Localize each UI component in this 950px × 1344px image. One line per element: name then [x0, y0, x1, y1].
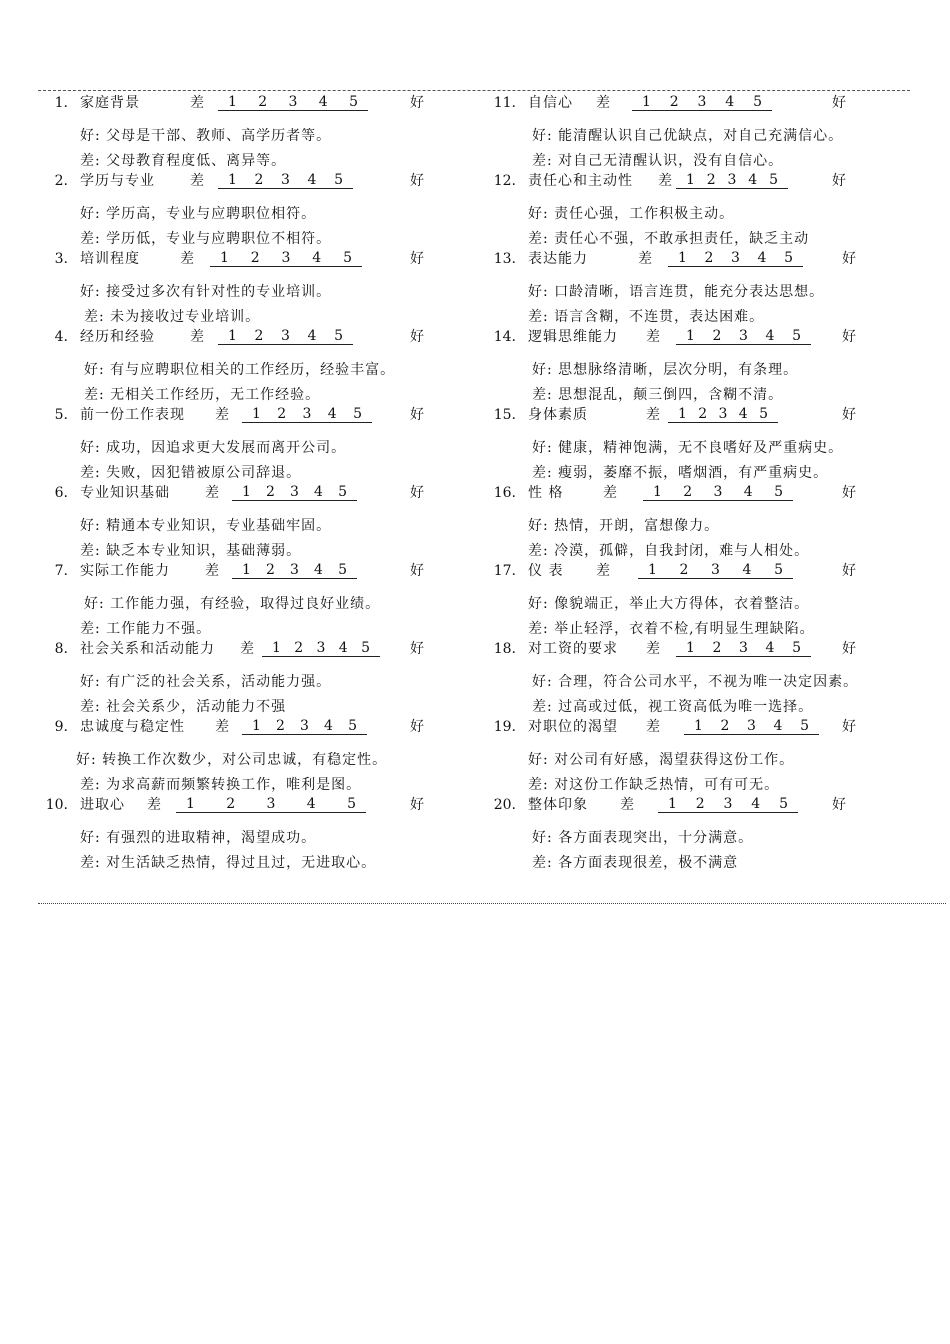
- good-description: 好: 学历高，专业与应聘职位相符。: [80, 206, 317, 222]
- scale-option[interactable]: 1: [694, 718, 703, 734]
- scale-option[interactable]: 5: [343, 250, 352, 266]
- rating-scale[interactable]: [668, 249, 803, 267]
- good-description: 好: 有与应聘职位相关的工作经历，经验丰富。: [84, 362, 396, 378]
- scale-option[interactable]: 4: [306, 796, 316, 812]
- scale-option[interactable]: 2: [277, 406, 287, 422]
- scale-option[interactable]: 1: [186, 796, 195, 812]
- rating-row: [488, 795, 946, 821]
- rating-item: [40, 795, 470, 873]
- bad-anchor-label: 差: [205, 485, 219, 501]
- rating-scale[interactable]: [218, 93, 368, 111]
- item-number: 15.: [493, 407, 516, 423]
- scale-option[interactable]: 4: [318, 94, 328, 110]
- good-anchor-label: 好: [842, 251, 856, 267]
- item-number: 16.: [493, 485, 516, 501]
- rating-scale[interactable]: [218, 171, 353, 189]
- scale-option[interactable]: 3: [711, 562, 720, 578]
- scale-option[interactable]: 3: [302, 406, 312, 422]
- item-number: 11.: [493, 95, 516, 111]
- scale-option[interactable]: 2: [706, 172, 716, 188]
- bad-anchor-label: 差: [147, 797, 161, 813]
- bad-description: 差: 冷漠，孤僻，自我封闭，难与人相处。: [528, 543, 810, 559]
- scale-option[interactable]: 2: [266, 484, 275, 500]
- rating-row: [488, 327, 946, 353]
- rating-item: [40, 717, 470, 795]
- bad-description: 差: 为求高薪而频繁转换工作，唯利是图。: [80, 777, 362, 793]
- rating-scale[interactable]: [242, 405, 372, 423]
- item-label: 对工资的要求: [528, 641, 618, 657]
- rating-row: [488, 405, 946, 431]
- item-label: 经历和经验: [80, 329, 155, 345]
- bad-description: 差: 工作能力不强。: [80, 621, 212, 637]
- scale-option[interactable]: 5: [334, 328, 343, 344]
- scale-option[interactable]: 1: [686, 328, 695, 344]
- item-number: 9.: [54, 719, 68, 735]
- scale-option[interactable]: 3: [747, 718, 756, 734]
- rating-row: [488, 483, 946, 509]
- scale-option[interactable]: 3: [697, 94, 707, 110]
- good-anchor-label: 好: [842, 329, 856, 345]
- scale-option[interactable]: 2: [679, 562, 689, 578]
- scale-option[interactable]: 4: [757, 250, 767, 266]
- item-label: 身体素质: [528, 407, 588, 423]
- scale-option[interactable]: 1: [686, 172, 695, 188]
- bad-description: 差: 学历低，专业与应聘职位不相符。: [80, 231, 332, 247]
- scale-option[interactable]: 4: [324, 718, 333, 734]
- item-number: 5.: [54, 407, 68, 423]
- bad-anchor-label: 差: [190, 329, 204, 345]
- rating-scale[interactable]: [676, 639, 811, 657]
- scale-option[interactable]: 5: [349, 94, 358, 110]
- item-number: 2.: [54, 173, 68, 189]
- scale-option[interactable]: 5: [338, 484, 347, 500]
- item-label: 自信心: [528, 95, 573, 111]
- scale-option[interactable]: 4: [765, 328, 775, 344]
- scale-option[interactable]: 1: [653, 484, 662, 500]
- scale-option[interactable]: 4: [307, 328, 317, 344]
- rating-item: [488, 327, 946, 405]
- scale-option[interactable]: 4: [338, 640, 348, 656]
- good-description: 好: 责任心强，工作积极主动。: [528, 206, 735, 222]
- good-anchor-label: 好: [410, 329, 424, 345]
- scale-option[interactable]: 4: [725, 94, 735, 110]
- item-number: 12.: [493, 173, 516, 189]
- scale-option[interactable]: 2: [258, 94, 268, 110]
- good-description: 好: 像貌端正，举止大方得体，衣着整洁。: [528, 596, 810, 612]
- bad-anchor-label: 差: [658, 173, 672, 189]
- item-label: 进取心: [80, 797, 125, 813]
- rating-scale[interactable]: [242, 717, 367, 735]
- item-label: 前一份工作表现: [80, 407, 185, 423]
- bad-anchor-label: 差: [638, 251, 652, 267]
- good-anchor-label: 好: [842, 407, 856, 423]
- scale-option[interactable]: 2: [712, 640, 722, 656]
- scale-option[interactable]: 3: [316, 640, 326, 656]
- item-label: 逻辑思维能力: [528, 329, 618, 345]
- scale-option[interactable]: 4: [743, 484, 753, 500]
- scale-option[interactable]: 5: [792, 640, 801, 656]
- scale-option[interactable]: 1: [648, 562, 657, 578]
- item-label: 仪 表: [528, 563, 564, 579]
- good-description: 好: 健康，精神饱满，无不良嗜好及严重病史。: [532, 440, 844, 456]
- scale-option[interactable]: 3: [288, 94, 298, 110]
- scale-option[interactable]: 2: [683, 484, 693, 500]
- rating-item: [40, 171, 470, 249]
- scale-option[interactable]: 1: [242, 484, 251, 500]
- left-column: [40, 93, 470, 873]
- bad-anchor-label: 差: [603, 485, 617, 501]
- rating-scale[interactable]: [638, 561, 793, 579]
- good-anchor-label: 好: [410, 563, 424, 579]
- item-label: 责任心和主动性: [528, 173, 633, 189]
- scale-option[interactable]: 4: [773, 718, 783, 734]
- item-number: 1.: [54, 95, 68, 111]
- rating-item: [40, 639, 470, 717]
- scale-option[interactable]: 5: [348, 718, 357, 734]
- scale-option[interactable]: 2: [698, 406, 708, 422]
- good-anchor-label: 好: [842, 485, 856, 501]
- item-number: 19.: [493, 719, 516, 735]
- bad-anchor-label: 差: [620, 797, 634, 813]
- good-anchor-label: 好: [842, 641, 856, 657]
- bad-description: 差: 父母教育程度低、离异等。: [80, 153, 287, 169]
- scale-option[interactable]: 1: [242, 562, 251, 578]
- item-label: 专业知识基础: [80, 485, 170, 501]
- rating-item: [488, 483, 946, 561]
- item-number: 13.: [493, 251, 516, 267]
- item-number: 3.: [54, 251, 68, 267]
- rating-item: [488, 795, 946, 873]
- item-number: 14.: [493, 329, 516, 345]
- scale-option[interactable]: 2: [250, 250, 260, 266]
- good-anchor-label: 好: [410, 407, 424, 423]
- rating-row: [40, 327, 470, 353]
- item-number: 4.: [54, 329, 68, 345]
- bad-anchor-label: 差: [190, 173, 204, 189]
- item-number: 18.: [493, 641, 516, 657]
- good-anchor-label: 好: [842, 563, 856, 579]
- item-label: 社会关系和活动能力: [80, 641, 215, 657]
- rating-scale[interactable]: [632, 93, 772, 111]
- scale-option[interactable]: 2: [704, 250, 714, 266]
- rating-row: [40, 171, 470, 197]
- scale-option[interactable]: 2: [266, 562, 275, 578]
- scale-option[interactable]: 4: [765, 640, 775, 656]
- rating-item: [40, 327, 470, 405]
- scale-option[interactable]: 1: [678, 406, 687, 422]
- scale-option[interactable]: 1: [252, 406, 261, 422]
- item-number: 6.: [54, 485, 68, 501]
- rating-scale[interactable]: [676, 327, 811, 345]
- bad-description: 差: 无相关工作经历，无工作经验。: [84, 387, 321, 403]
- good-description: 好: 父母是干部、教师、高学历者等。: [80, 128, 332, 144]
- rating-item: [488, 639, 946, 717]
- rating-scale[interactable]: [176, 795, 366, 813]
- scale-option[interactable]: 4: [314, 484, 323, 500]
- rating-scale[interactable]: [668, 405, 778, 423]
- bad-anchor-label: 差: [646, 641, 660, 657]
- scale-option[interactable]: 5: [347, 796, 356, 812]
- scale-option[interactable]: 4: [738, 406, 748, 422]
- scale-option[interactable]: 1: [686, 640, 695, 656]
- scale-option[interactable]: 2: [276, 718, 285, 734]
- bottom-divider: [38, 903, 946, 904]
- good-description: 好: 成功，因追求更大发展而离开公司。: [80, 440, 347, 456]
- rating-item: [488, 405, 946, 483]
- scale-option[interactable]: 2: [254, 328, 264, 344]
- scale-option[interactable]: 3: [739, 640, 748, 656]
- scale-option[interactable]: 3: [290, 484, 299, 500]
- rating-row: [40, 795, 470, 821]
- item-number: 20.: [493, 797, 516, 813]
- bad-description: 差: 过高或过低，视工资高低为唯一选择。: [532, 699, 814, 715]
- rating-row: [40, 405, 470, 431]
- rating-row: [40, 249, 470, 275]
- scale-option[interactable]: 4: [748, 172, 758, 188]
- bad-description: 差: 语言含糊，不连贯，表达困难。: [528, 309, 765, 325]
- bad-description: 差: 思想混乱，颠三倒四，含糊不清。: [532, 387, 784, 403]
- bad-anchor-label: 差: [646, 719, 660, 735]
- rating-scale[interactable]: [658, 795, 798, 813]
- good-anchor-label: 好: [410, 797, 424, 813]
- item-number: 10.: [45, 797, 68, 813]
- good-anchor-label: 好: [410, 485, 424, 501]
- scale-option[interactable]: 3: [739, 328, 748, 344]
- rating-row: [488, 639, 946, 665]
- scale-option[interactable]: 5: [753, 94, 762, 110]
- rating-item: [40, 405, 470, 483]
- scale-option[interactable]: 5: [353, 406, 362, 422]
- scale-option[interactable]: 5: [774, 484, 783, 500]
- scale-option[interactable]: 2: [254, 172, 264, 188]
- good-anchor-label: 好: [410, 719, 424, 735]
- scale-option[interactable]: 5: [769, 172, 778, 188]
- bad-description: 差: 各方面表现很差，极不满意: [532, 855, 739, 871]
- scale-option[interactable]: 1: [220, 250, 229, 266]
- scale-option[interactable]: 2: [669, 94, 679, 110]
- scale-option[interactable]: 4: [312, 250, 322, 266]
- scale-option[interactable]: 2: [226, 796, 236, 812]
- bad-anchor-label: 差: [190, 95, 204, 111]
- bad-anchor-label: 差: [215, 407, 229, 423]
- scale-option[interactable]: 3: [300, 718, 309, 734]
- scale-option[interactable]: 2: [712, 328, 722, 344]
- bad-anchor-label: 差: [205, 563, 219, 579]
- good-anchor-label: 好: [832, 797, 846, 813]
- right-column: [488, 93, 946, 873]
- bad-anchor-label: 差: [180, 251, 194, 267]
- rating-row: [488, 717, 946, 743]
- rating-item: [40, 93, 470, 171]
- good-anchor-label: 好: [832, 173, 846, 189]
- bad-anchor-label: 差: [646, 329, 660, 345]
- good-description: 好: 口龄清晰，语言连贯，能充分表达思想。: [528, 284, 825, 300]
- scale-option[interactable]: 5: [361, 640, 370, 656]
- bad-description: 差: 瘦弱，萎靡不振，嗜烟酒，有严重病史。: [532, 465, 829, 481]
- bad-description: 差: 缺乏本专业知识，基础薄弱。: [80, 543, 302, 559]
- rating-item: [40, 483, 470, 561]
- scale-option[interactable]: 2: [695, 796, 705, 812]
- bad-anchor-label: 差: [646, 407, 660, 423]
- rating-row: [40, 717, 470, 743]
- good-description: 好: 合理，符合公司水平，不视为唯一决定因素。: [532, 674, 859, 690]
- scale-option[interactable]: 3: [713, 484, 723, 500]
- rating-row: [40, 93, 470, 119]
- rating-row: [488, 561, 946, 587]
- scale-option[interactable]: 5: [774, 562, 783, 578]
- scale-option[interactable]: 5: [792, 328, 801, 344]
- scale-option[interactable]: 1: [642, 94, 651, 110]
- item-label: 整体印象: [528, 797, 588, 813]
- item-label: 对职位的渴望: [528, 719, 618, 735]
- good-description: 好: 转换工作次数少，对公司忠诚，有稳定性。: [76, 752, 388, 768]
- scale-option[interactable]: 4: [751, 796, 761, 812]
- rating-item: [40, 561, 470, 639]
- good-description: 好: 工作能力强，有经验，取得过良好业绩。: [84, 596, 381, 612]
- rating-scale[interactable]: [684, 717, 819, 735]
- rating-row: [488, 93, 946, 119]
- good-description: 好: 热情，开朗，富想像力。: [528, 518, 720, 534]
- item-label: 性 格: [528, 485, 564, 501]
- scale-option[interactable]: 1: [228, 94, 237, 110]
- rating-scale[interactable]: [232, 483, 357, 501]
- scale-option[interactable]: 2: [294, 640, 304, 656]
- scale-option[interactable]: 4: [327, 406, 337, 422]
- scale-option[interactable]: 1: [228, 172, 237, 188]
- scale-option[interactable]: 3: [281, 250, 291, 266]
- scale-option[interactable]: 3: [281, 328, 290, 344]
- scale-option[interactable]: 5: [779, 796, 788, 812]
- scale-option[interactable]: 1: [228, 328, 237, 344]
- scale-option[interactable]: 3: [718, 406, 728, 422]
- rating-scale[interactable]: [676, 171, 788, 189]
- scale-option[interactable]: 4: [742, 562, 752, 578]
- good-description: 好: 精通本专业知识，专业基础牢固。: [80, 518, 332, 534]
- rating-item: [488, 93, 946, 171]
- good-anchor-label: 好: [410, 251, 424, 267]
- rating-scale[interactable]: [210, 249, 362, 267]
- scale-option[interactable]: 3: [290, 562, 299, 578]
- rating-scale[interactable]: [218, 327, 353, 345]
- item-number: 8.: [54, 641, 68, 657]
- item-label: 培训程度: [80, 251, 140, 267]
- rating-item: [488, 561, 946, 639]
- rating-row: [488, 171, 946, 197]
- rating-row: [40, 639, 470, 665]
- rating-scale[interactable]: [643, 483, 793, 501]
- good-description: 好: 有广泛的社会关系，活动能力强。: [80, 674, 332, 690]
- rating-item: [488, 171, 946, 249]
- scale-option[interactable]: 1: [272, 640, 281, 656]
- rating-row: [40, 561, 470, 587]
- scale-option[interactable]: 4: [314, 562, 323, 578]
- scale-option[interactable]: 2: [720, 718, 730, 734]
- bad-description: 差: 失败，因犯错被原公司辞退。: [80, 465, 302, 481]
- rating-scale[interactable]: [232, 561, 357, 579]
- good-description: 好: 接受过多次有针对性的专业培训。: [80, 284, 332, 300]
- scale-option[interactable]: 3: [281, 172, 290, 188]
- item-label: 家庭背景: [80, 95, 140, 111]
- item-number: 17.: [493, 563, 516, 579]
- bad-description: 差: 对自己无清醒认识，没有自信心。: [532, 153, 784, 169]
- bad-anchor-label: 差: [596, 95, 610, 111]
- top-divider: [38, 90, 910, 91]
- scale-option[interactable]: 4: [307, 172, 317, 188]
- bad-description: 差: 举止轻浮，衣着不检,有明显生理缺陷。: [528, 621, 815, 637]
- item-number: 7.: [54, 563, 68, 579]
- scale-option[interactable]: 1: [668, 796, 677, 812]
- item-label: 学历与专业: [80, 173, 155, 189]
- item-label: 表达能力: [528, 251, 588, 267]
- scale-option[interactable]: 5: [800, 718, 809, 734]
- item-label: 忠诚度与稳定性: [80, 719, 185, 735]
- rating-item: [488, 249, 946, 327]
- bad-description: 差: 对这份工作缺乏热情，可有可无。: [528, 777, 780, 793]
- scale-option[interactable]: 5: [784, 250, 793, 266]
- bad-anchor-label: 差: [215, 719, 229, 735]
- rating-item: [40, 249, 470, 327]
- good-description: 好: 有强烈的进取精神，渴望成功。: [80, 830, 317, 846]
- scale-option[interactable]: 3: [266, 796, 276, 812]
- bad-description: 差: 责任心不强，不敢承担责任，缺乏主动: [528, 231, 810, 247]
- good-anchor-label: 好: [410, 95, 424, 111]
- scale-option[interactable]: 5: [759, 406, 768, 422]
- good-description: 好: 对公司有好感，渴望获得这份工作。: [528, 752, 795, 768]
- bad-description: 差: 社会关系少，活动能力不强: [80, 699, 287, 715]
- good-description: 好: 能清醒认识自己优缺点，对自己充满信心。: [532, 128, 844, 144]
- item-label: 实际工作能力: [80, 563, 170, 579]
- good-description: 好: 各方面表现突出，十分满意。: [532, 830, 754, 846]
- bad-description: 差: 未为接收过专业培训。: [84, 309, 261, 325]
- scale-option[interactable]: 3: [731, 250, 740, 266]
- good-anchor-label: 好: [842, 719, 856, 735]
- good-description: 好: 思想脉络清晰，层次分明，有条理。: [532, 362, 799, 378]
- scale-option[interactable]: 1: [678, 250, 687, 266]
- rating-row: [40, 483, 470, 509]
- bad-anchor-label: 差: [596, 563, 610, 579]
- scale-option[interactable]: 5: [338, 562, 347, 578]
- bad-description: 差: 对生活缺乏热情，得过且过，无进取心。: [80, 855, 377, 871]
- rating-item: [488, 717, 946, 795]
- scale-option[interactable]: 1: [252, 718, 261, 734]
- good-anchor-label: 好: [410, 173, 424, 189]
- rating-row: [488, 249, 946, 275]
- bad-anchor-label: 差: [240, 641, 254, 657]
- good-anchor-label: 好: [410, 641, 424, 657]
- scale-option[interactable]: 3: [727, 172, 737, 188]
- scale-option[interactable]: 3: [723, 796, 733, 812]
- scale-option[interactable]: 5: [334, 172, 343, 188]
- good-anchor-label: 好: [832, 95, 846, 111]
- rating-scale[interactable]: [262, 639, 380, 657]
